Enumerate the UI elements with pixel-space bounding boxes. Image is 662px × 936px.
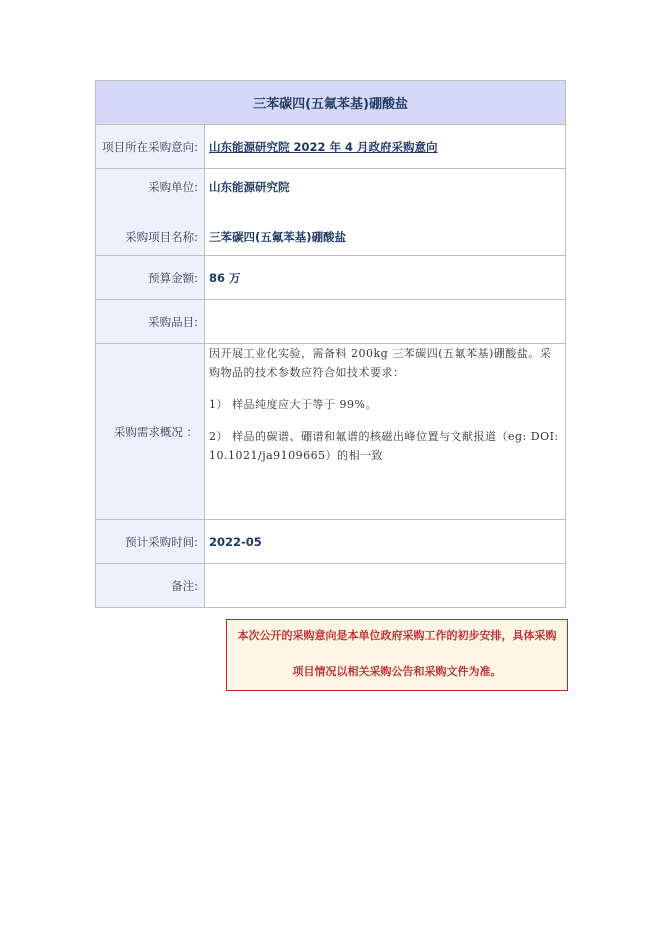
requirements-label: 采购需求概况 ： bbox=[96, 344, 205, 520]
remarks-row bbox=[96, 564, 566, 608]
unit-label: 采购单位: bbox=[148, 180, 198, 194]
items-label: 采购品目: bbox=[96, 300, 205, 344]
project-name-label: 采购项目名称: bbox=[125, 230, 198, 244]
requirements-description bbox=[205, 344, 566, 520]
unit-project-value-cell bbox=[205, 169, 566, 256]
stacked-values bbox=[209, 179, 561, 245]
remarks-value bbox=[205, 564, 566, 608]
stacked-labels bbox=[96, 179, 198, 245]
project-name-value: 三苯碳四(五氟苯基)硼酸盐 bbox=[209, 230, 347, 244]
time-label: 预计采购时间: bbox=[96, 520, 205, 564]
unit-project-label-cell bbox=[96, 169, 205, 256]
title-row bbox=[96, 81, 566, 125]
document-title: 三苯碳四(五氟苯基)硼酸盐 bbox=[96, 81, 566, 125]
notice-line-2: 项目情况以相关采购公告和采购文件为准。 bbox=[292, 665, 502, 678]
disclaimer-notice bbox=[226, 619, 568, 691]
requirements-row bbox=[96, 344, 566, 520]
intent-link[interactable]: 山东能源研究院 2022 年 4 月政府采购意向 bbox=[209, 139, 438, 154]
time-row bbox=[96, 520, 566, 564]
items-row bbox=[96, 300, 566, 344]
intent-value-cell bbox=[205, 125, 566, 169]
time-value: 2022-05 bbox=[205, 520, 566, 564]
intent-row bbox=[96, 125, 566, 169]
unit-and-project-row bbox=[96, 169, 566, 256]
items-value bbox=[205, 300, 566, 344]
procurement-intent-table bbox=[95, 80, 566, 608]
requirements-paragraph-intro: 因开展工业化实验，需备料 200kg 三苯碳四(五氟苯基)硼酸盐。采购物品的技术参数应符合如技术要求： bbox=[209, 347, 552, 379]
remarks-label: 备注: bbox=[96, 564, 205, 608]
notice-line-1: 本次公开的采购意向是本单位政府采购工作的初步安排，具体采购 bbox=[237, 629, 557, 642]
requirements-paragraph-purity: 1） 样品纯度应大于等于 99%。 bbox=[209, 398, 377, 411]
intent-label: 项目所在采购意向: bbox=[96, 125, 205, 169]
budget-value: 86 万 bbox=[205, 256, 566, 300]
budget-row bbox=[96, 256, 566, 300]
budget-label: 预算金额: bbox=[96, 256, 205, 300]
unit-value: 山东能源研究院 bbox=[209, 180, 290, 194]
requirements-paragraph-nmr: 2） 样品的碳谱、硼谱和氟谱的核磁出峰位置与文献报道（eg: DOI: 10.1021/ja9109665）的相一致 bbox=[209, 430, 559, 462]
